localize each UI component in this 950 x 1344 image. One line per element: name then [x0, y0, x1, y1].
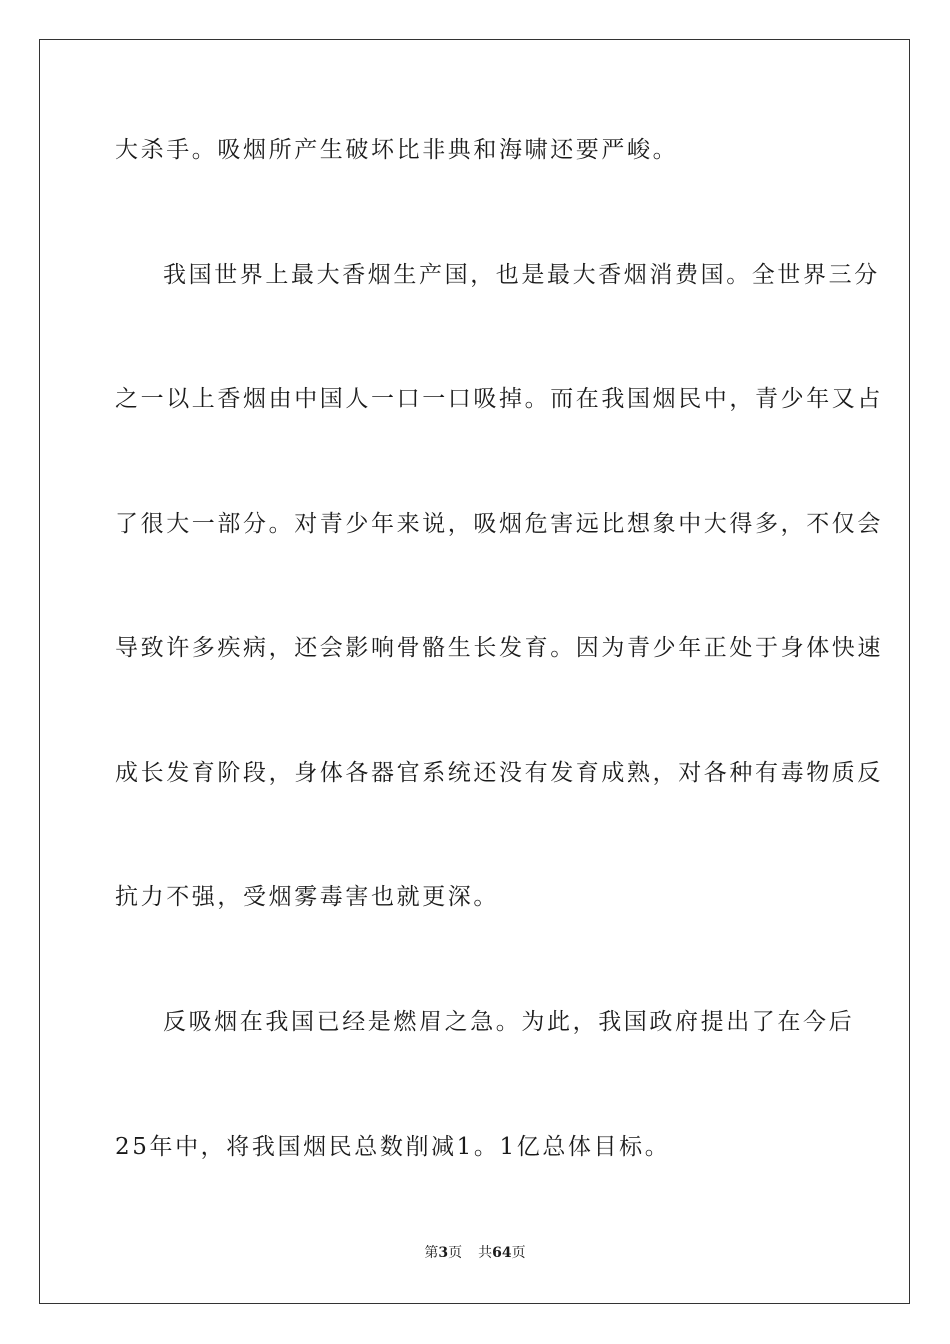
footer-page-number: 3 — [438, 1245, 449, 1261]
footer-total-suffix: 页 — [511, 1245, 526, 1261]
footer-total-prefix: 共 — [478, 1245, 493, 1261]
text-line-6: 成长发育阶段，身体各器官系统还没有发育成熟，对各种有毒物质反 — [115, 760, 883, 786]
footer-page-suffix: 页 — [448, 1245, 463, 1261]
page-footer — [0, 1244, 950, 1262]
text-line-9: 25年中，将我国烟民总数削减1。1亿总体目标。 — [115, 1134, 671, 1160]
page-border — [39, 39, 910, 1304]
text-line-1: 大杀手。吸烟所产生破坏比非典和海啸还要严峻。 — [115, 137, 679, 163]
text-line-5: 导致许多疾病，还会影响骨骼生长发育。因为青少年正处于身体快速 — [115, 635, 883, 661]
paragraph-start-line-8: 反吸烟在我国已经是燃眉之急。为此，我国政府提出了在今后 — [163, 1009, 855, 1035]
text-line-4: 了很大一部分。对青少年来说，吸烟危害远比想象中大得多，不仅会 — [115, 511, 883, 537]
paragraph-start-line-2: 我国世界上最大香烟生产国，也是最大香烟消费国。全世界三分 — [163, 262, 880, 288]
footer-page-prefix: 第 — [424, 1245, 439, 1261]
text-line-3: 之一以上香烟由中国人一口一口吸掉。而在我国烟民中，青少年又占 — [115, 386, 883, 412]
footer-total-pages: 64 — [492, 1245, 512, 1261]
text-line-7: 抗力不强，受烟雾毒害也就更深。 — [115, 884, 499, 910]
